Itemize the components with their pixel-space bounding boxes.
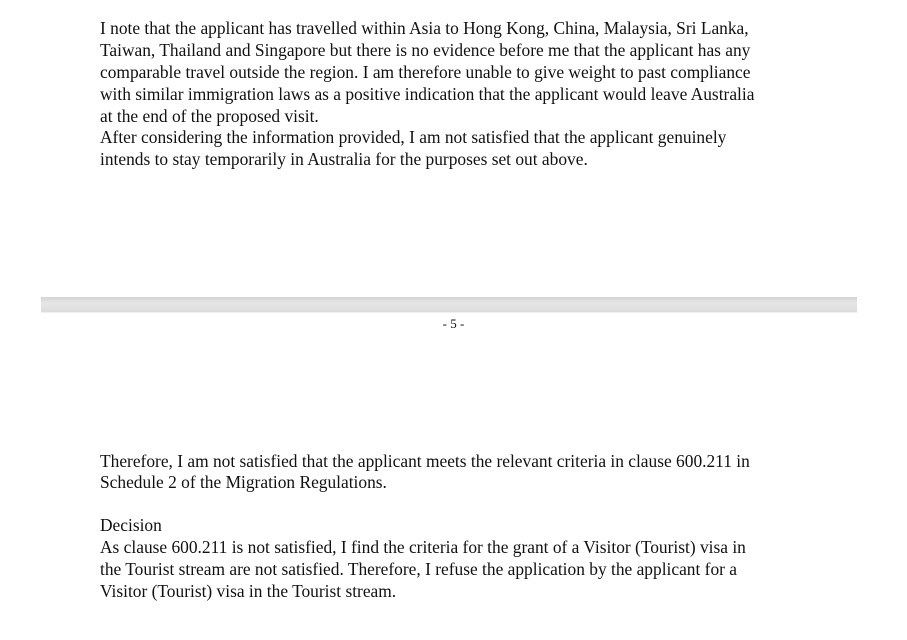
text-line: intends to stay temporarily in Australia for the purposes set out above. [100,149,588,169]
text-line: comparable travel outside the region. I am therefore unable to give weight to past compliance [100,62,751,82]
text-line: Schedule 2 of the Migration Regulations. [100,472,387,492]
text-line: with similar immigration laws as a positive indication that the applicant would leave Australia [100,84,755,104]
text-line: Therefore, I am not satisfied that the applicant meets the relevant criteria in clause 600.211 in [100,451,750,471]
text-line: Visitor (Tourist) visa in the Tourist stream. [100,581,397,601]
text-line: I note that the applicant has travelled within Asia to Hong Kong, China, Malaysia, Sri Lanka, [100,18,749,38]
page-separator [41,297,857,313]
text-line: the Tourist stream are not satisfied. Therefore, I refuse the application by the applicant for a [100,559,738,579]
text-line: Taiwan, Thailand and Singapore but there is no evidence before me that the applicant has any [100,40,751,60]
text-line: at the end of the proposed visit. [100,106,319,126]
text-line: After considering the information provided, I am not satisfied that the applicant genuinely [100,127,727,147]
page-number: - 5 - [442,316,465,331]
section-heading-decision: Decision [100,515,162,535]
text-line: As clause 600.211 is not satisfied, I find the criteria for the grant of a Visitor (Tourist) visa in [100,537,746,557]
